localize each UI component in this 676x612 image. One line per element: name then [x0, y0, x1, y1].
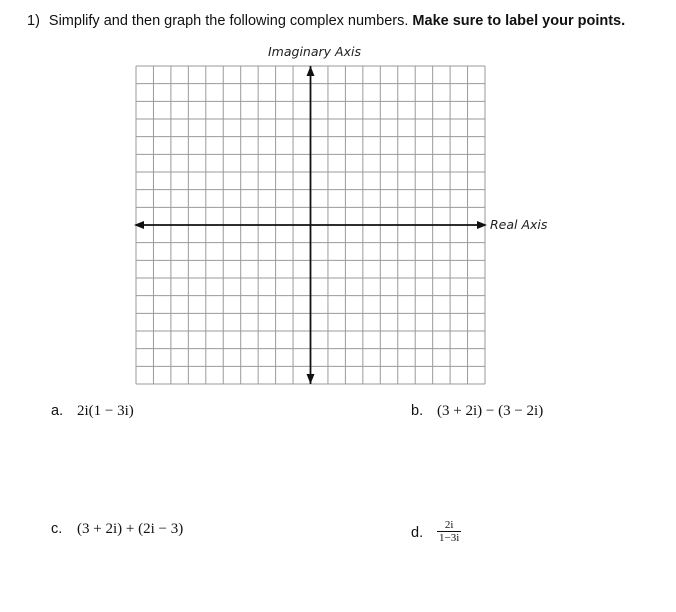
imaginary-axis-label: Imaginary Axis — [268, 44, 361, 59]
problem-expression: 2i(1 − 3i) — [77, 403, 134, 419]
fraction-numerator: 2i — [444, 519, 454, 531]
problem-fraction — [437, 519, 461, 544]
question-number: 1) — [27, 13, 40, 29]
problem-b — [411, 403, 543, 420]
real-axis-label: Real Axis — [490, 217, 548, 232]
fraction-denominator: 1−3i — [439, 532, 460, 544]
problem-letter: c. — [51, 521, 63, 537]
problem-a — [51, 403, 134, 420]
problem-letter: a. — [51, 403, 64, 419]
imaginary-axis-down-arrow — [307, 374, 315, 384]
problem-expression: (3 + 2i) − (3 − 2i) — [437, 403, 544, 419]
imaginary-axis-up-arrow — [307, 66, 315, 76]
question-emphasis: Make sure to label your points. — [412, 13, 626, 29]
problem-letter: d. — [411, 525, 424, 542]
question-text: Simplify and then graph the following complex numbers. — [48, 13, 409, 29]
problem-c — [51, 521, 183, 538]
problem-d — [411, 521, 461, 546]
problem-expression: (3 + 2i) + (2i − 3) — [77, 521, 184, 537]
problem-letter: b. — [411, 403, 424, 419]
